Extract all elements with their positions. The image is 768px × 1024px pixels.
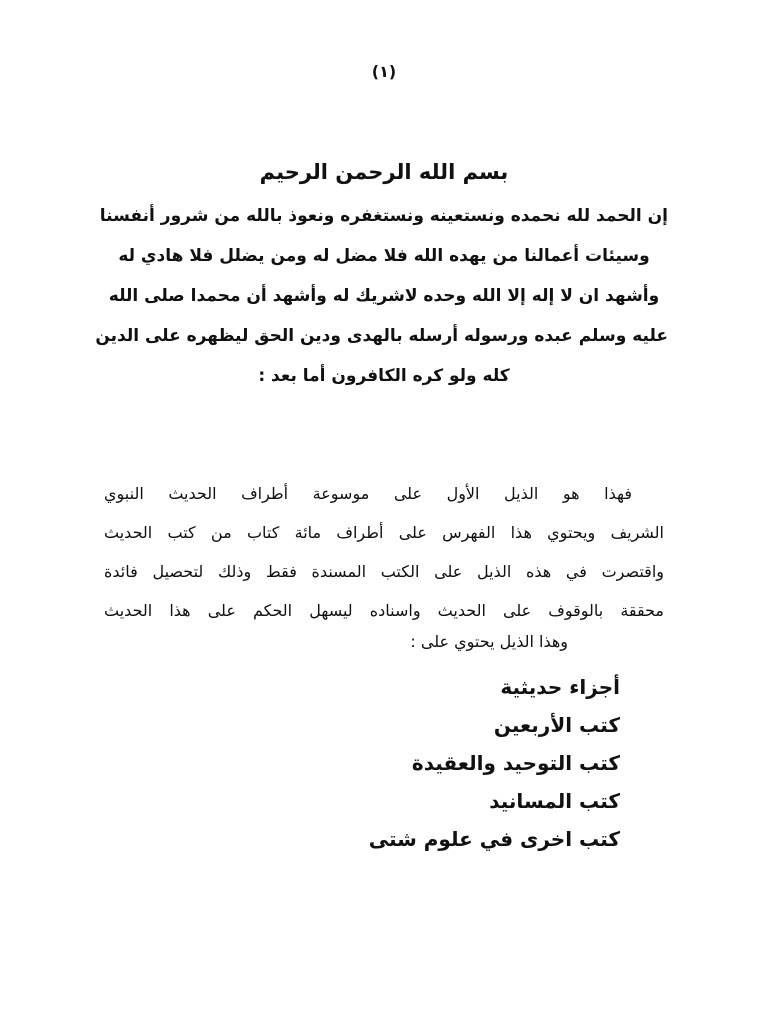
intro-line: وأشهد ان لا إله إلا الله وحده لاشريك له وأشهد أن محمدا صلى الله: [108, 286, 660, 306]
basmala-heading: بسم الله الرحمن الرحيم: [259, 160, 509, 184]
contents-intro: وهذا الذيل يحتوي على :: [410, 632, 568, 651]
intro-paragraph: [95, 196, 668, 396]
list-item: كتب اخرى في علوم شتى: [368, 827, 620, 851]
body-line: محققة بالوقوف على الحديث واسناده ليسهل الحكم على هذا الحديث: [104, 601, 664, 620]
intro-line: وسيئات أعمالنا من يهده الله فلا مضل له ومن يضلل فلا هادي له: [118, 246, 650, 266]
intro-line: كله ولو كره الكافرون أما بعد :: [258, 366, 510, 386]
intro-line: عليه وسلم عبده ورسوله أرسله بالهدى ودين الحق ليظهره على الدين: [95, 326, 668, 346]
list-item: كتب المسانيد: [489, 789, 620, 813]
list-item: أجزاء حديثية: [500, 675, 620, 699]
page-number: (١): [371, 62, 397, 81]
contents-list: [369, 668, 620, 858]
body-line: واقتصرت في هذه الذيل على الكتب المسندة فقط وذلك لتحصيل فائدة: [104, 562, 664, 581]
intro-line: إن الحمد لله نحمده ونستعينه ونستغفره ونعوذ بالله من شرور أنفسنا: [99, 206, 668, 226]
body-paragraph: [104, 474, 664, 630]
body-line: فهذا هو الذيل الأول على موسوعة أطراف الحديث النبوي: [104, 484, 632, 503]
body-line: الشريف ويحتوي هذا الفهرس على أطراف مائة كتاب من كتب الحديث: [104, 523, 664, 542]
list-item: كتب الأربعين: [493, 713, 620, 737]
list-item: كتب التوحيد والعقيدة: [411, 751, 620, 775]
